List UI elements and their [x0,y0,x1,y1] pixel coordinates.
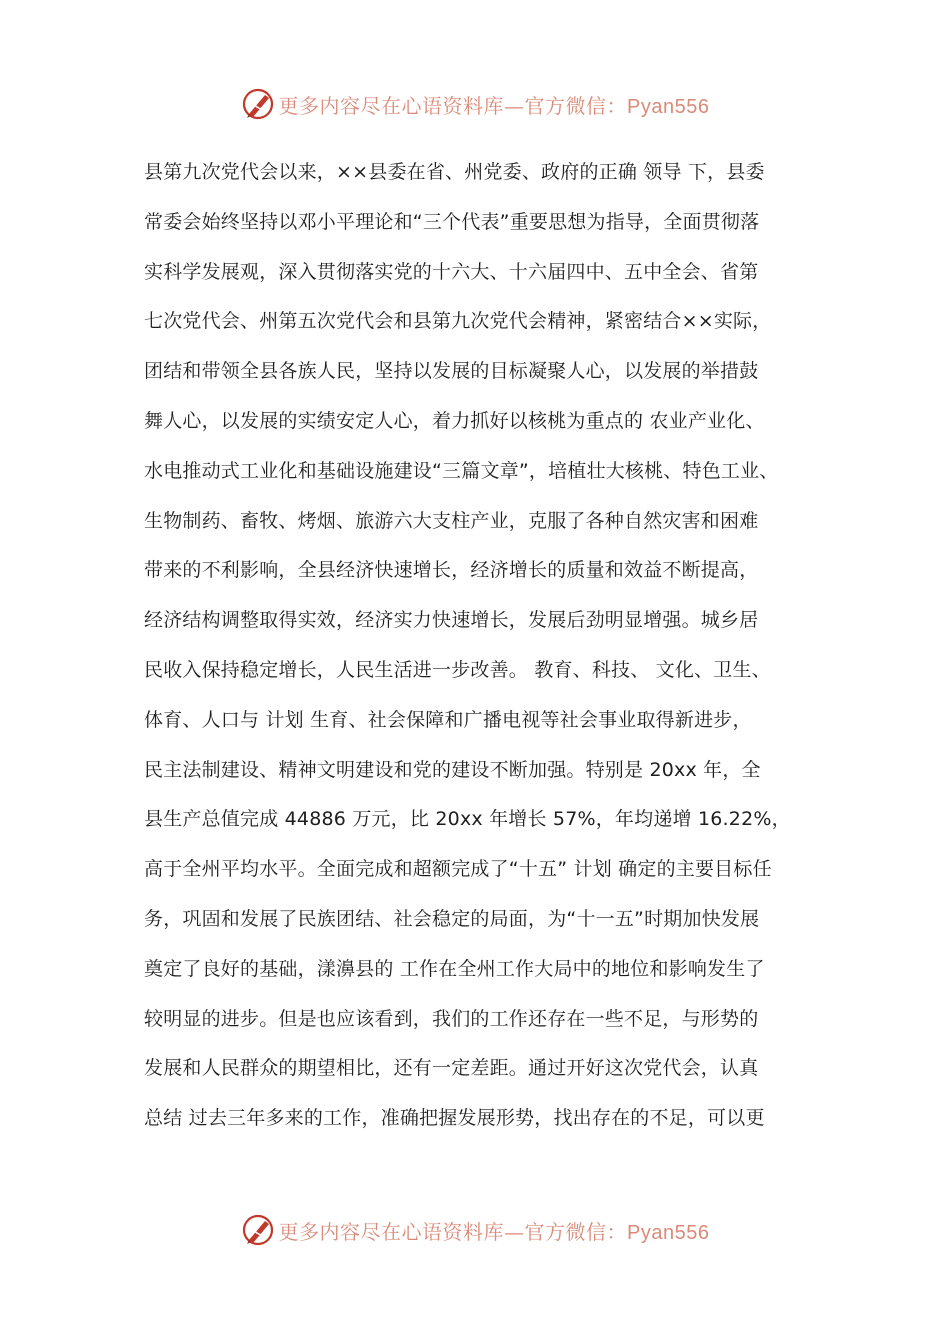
text-line: 发展和人民群众的期望相比，还有一定差距。通过开好这次党代会，认真 [144,1057,759,1080]
text-line: 团结和带领全县各族人民，坚持以发展的目标凝聚人心，以发展的举措鼓 [144,360,759,383]
text-line: 舞人心，以发展的实绩安定人心，着力抓好以核桃为重点的 农业产业化、 [144,409,765,432]
text-line: 务，巩固和发展了民族团结、社会稳定的局面，为“十一五”时期加快发展 [144,907,760,930]
text-line: 经济结构调整取得实效，经济实力快速增长，发展后劲明显增强。城乡居 [144,609,759,632]
text-line: 民主法制建设、精神文明建设和党的建设不断加强。特别是 20xx 年，全 [144,758,761,781]
header-banner [0,84,950,124]
text-line: 县第九次党代会以来，××县委在省、州党委、政府的正确 领导 下，县委 [144,161,765,183]
banner-text: 更多内容尽在心语资料库—官方微信：Pyan556 [278,93,710,118]
text-line: 总结 过去三年多来的工作，准确把握发展形势，找出存在的不足，可以更 [144,1107,765,1130]
document-body [144,148,834,1144]
wechat-account: Pyan556 [627,95,710,118]
text-line: 生物制药、畜牧、烤烟、旅游六大支柱产业，克服了各种自然灾害和困难 [144,509,759,532]
text-line: 体育、人口与 计划 生育、社会保障和广播电视等社会事业取得新进步， [144,708,752,731]
text-line: 民收入保持稳定增长，人民生活进一步改善。 教育、科技、 文化、卫生、 [144,658,771,681]
text-line: 水电推动式工业化和基础设施建设“三篇文章”，培植壮大核桃、特色工业、 [144,459,779,482]
pen-logo-icon [241,87,275,121]
text-line: 七次党代会、州第五次党代会和县第九次党代会精神，紧密结合××实际， [144,310,772,333]
text-line: 常委会始终坚持以邓小平理论和“三个代表”重要思想为指导，全面贯彻落 [144,210,760,233]
wechat-account: Pyan556 [627,1221,710,1244]
banner-text: 更多内容尽在心语资料库—官方微信：Pyan556 [278,1219,710,1244]
text-line: 县生产总值完成 44886 万元，比 20xx 年增长 57%，年均递增 16.22%， [144,808,791,831]
text-line: 较明显的进步。但是也应该看到，我们的工作还存在一些不足，与形势的 [144,1007,759,1030]
text-line: 奠定了良好的基础，漾濞县的 工作在全州工作大局中的地位和影响发生了 [144,957,765,980]
text-line: 高于全州平均水平。全面完成和超额完成了“十五” 计划 确定的主要目标任 [144,858,772,881]
pen-logo-icon [241,1213,275,1247]
text-line: 带来的不利影响，全县经济快速增长，经济增长的质量和效益不断提高， [144,559,759,582]
text-line: 实科学发展观，深入贯彻落实党的十六大、十六届四中、五中全会、省第 [144,260,759,283]
footer-banner [0,1210,950,1250]
